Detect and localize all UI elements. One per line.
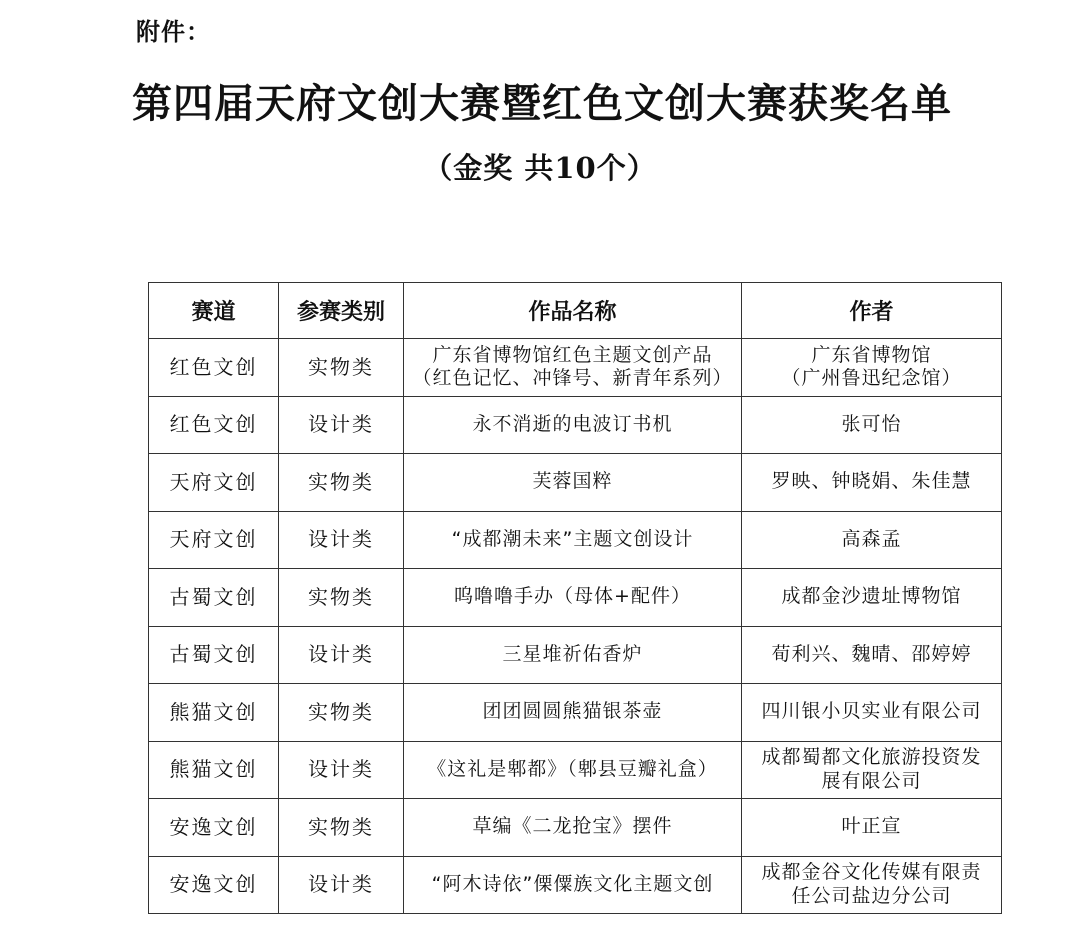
author-line: 张可怡: [841, 412, 902, 435]
award-table: [148, 282, 1002, 914]
cell-track: 红色文创: [149, 396, 279, 454]
cell-author: [742, 741, 1002, 799]
author-line: 四川银小贝实业有限公司: [761, 700, 982, 723]
author-line: 叶正宣: [841, 815, 902, 838]
work-line: “阿木诗依”傈僳族文化主题文创: [431, 872, 714, 895]
work-line: “成都潮未来”主题文创设计: [451, 527, 694, 550]
table-header-row: [149, 283, 1002, 339]
cell-author: [742, 339, 1002, 397]
cell-author: [742, 684, 1002, 742]
cell-category: 实物类: [279, 684, 404, 742]
table-row: [149, 396, 1002, 454]
work-line: 三星堆祈佑香炉: [502, 642, 643, 665]
author-line: 展有限公司: [821, 769, 922, 792]
cell-track: 天府文创: [149, 511, 279, 569]
cell-author: [742, 856, 1002, 914]
table-body: [149, 339, 1002, 914]
cell-track: 熊猫文创: [149, 684, 279, 742]
cell-track: 安逸文创: [149, 856, 279, 914]
cell-author: [742, 396, 1002, 454]
cell-category: 设计类: [279, 741, 404, 799]
cell-work: [404, 454, 742, 512]
cell-category: 设计类: [279, 511, 404, 569]
cell-work: [404, 856, 742, 914]
header-category: 参赛类别: [279, 283, 404, 339]
document-subtitle: （金奖 共10个）: [423, 151, 657, 185]
cell-category: 设计类: [279, 856, 404, 914]
table-row: [149, 511, 1002, 569]
cell-category: 设计类: [279, 626, 404, 684]
work-line: 团团圆圆熊猫银茶壶: [482, 700, 663, 723]
cell-track: 红色文创: [149, 339, 279, 397]
work-line: 呜噜噜手办（母体+配件）: [454, 585, 691, 608]
cell-work: [404, 511, 742, 569]
author-line: 任公司盐边分公司: [791, 884, 952, 907]
cell-author: [742, 799, 1002, 857]
cell-work: [404, 684, 742, 742]
cell-track: 古蜀文创: [149, 569, 279, 627]
cell-author: [742, 511, 1002, 569]
author-line: （广州鲁迅纪念馆）: [781, 367, 962, 390]
work-line: 广东省博物馆红色主题文创产品: [432, 343, 713, 366]
table-row: [149, 626, 1002, 684]
cell-author: [742, 626, 1002, 684]
author-line: 成都蜀都文化旅游投资发: [761, 746, 982, 768]
cell-track: 安逸文创: [149, 799, 279, 857]
header-author: 作者: [742, 283, 1002, 339]
attachment-label: 附件：: [136, 18, 211, 46]
table-row: [149, 856, 1002, 914]
author-line: 罗映、钟晓娟、朱佳慧: [771, 470, 972, 493]
cell-work: [404, 339, 742, 397]
table-row: [149, 684, 1002, 742]
cell-author: [742, 454, 1002, 512]
work-line: 《这礼是郫都》（郫县豆瓣礼盒）: [427, 757, 718, 780]
cell-work: [404, 396, 742, 454]
work-line: （红色记忆、冲锋号、新青年系列）: [412, 367, 733, 390]
author-line: 荀利兴、魏晴、邵婷婷: [771, 642, 972, 665]
cell-category: 设计类: [279, 396, 404, 454]
header-work: 作品名称: [404, 283, 742, 339]
cell-category: 实物类: [279, 799, 404, 857]
table-row: [149, 799, 1002, 857]
cell-author: [742, 569, 1002, 627]
cell-track: 古蜀文创: [149, 626, 279, 684]
author-line: 高森孟: [841, 527, 902, 550]
cell-category: 实物类: [279, 339, 404, 397]
work-line: 草编《二龙抢宝》摆件: [472, 815, 673, 838]
cell-track: 熊猫文创: [149, 741, 279, 799]
cell-work: [404, 799, 742, 857]
table-row: [149, 339, 1002, 397]
table-row: [149, 741, 1002, 799]
cell-track: 天府文创: [149, 454, 279, 512]
cell-category: 实物类: [279, 569, 404, 627]
table-row: [149, 454, 1002, 512]
cell-work: [404, 741, 742, 799]
work-line: 芙蓉国粹: [532, 470, 613, 493]
author-line: 广东省博物馆: [811, 343, 932, 366]
table-row: [149, 569, 1002, 627]
cell-work: [404, 569, 742, 627]
cell-work: [404, 626, 742, 684]
author-line: 成都金谷文化传媒有限责: [761, 861, 982, 883]
work-line: 永不消逝的电波订书机: [472, 412, 673, 435]
cell-category: 实物类: [279, 454, 404, 512]
document-title: 第四届天府文创大赛暨红色文创大赛获奖名单: [132, 80, 952, 127]
header-track: 赛道: [149, 283, 279, 339]
author-line: 成都金沙遗址博物馆: [781, 585, 962, 608]
